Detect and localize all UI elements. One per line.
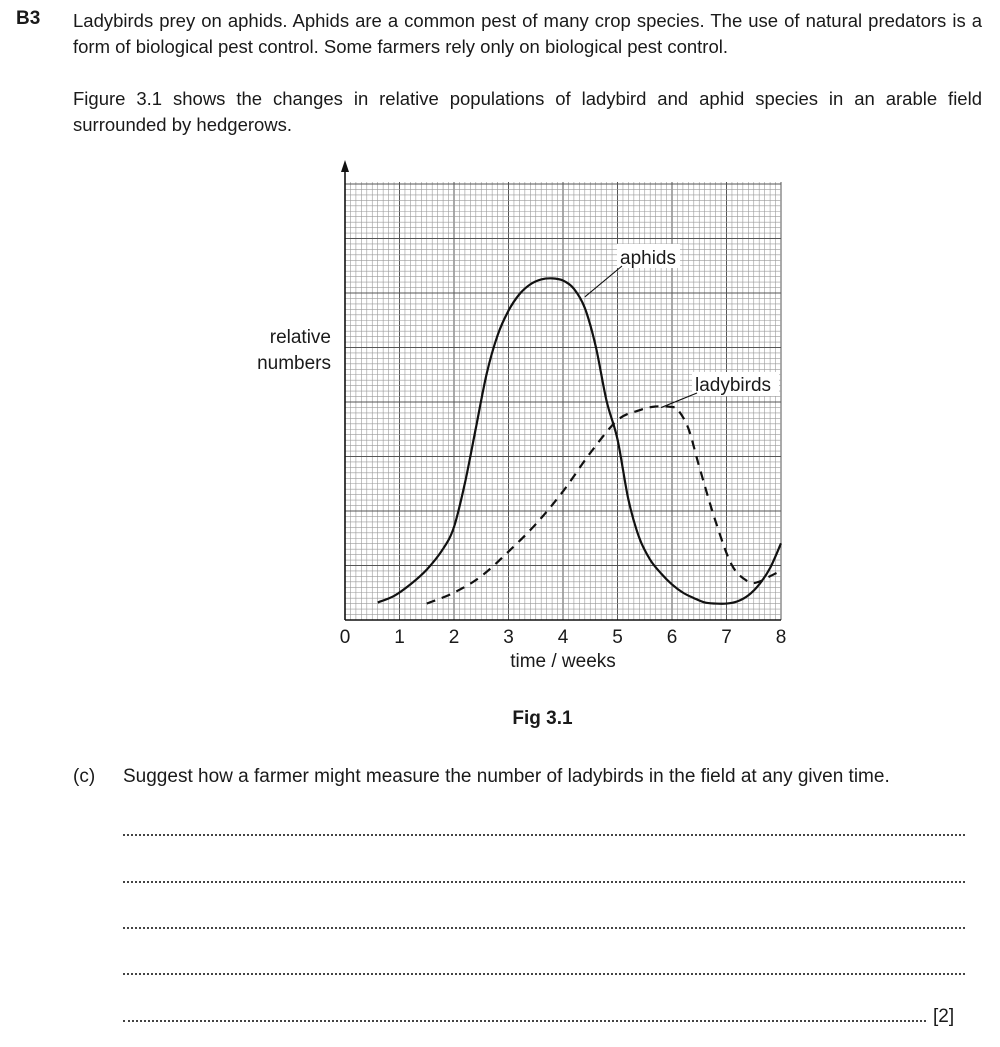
- figure-3-1: [240, 150, 800, 680]
- annotation-label-ladybirds: ladybirds: [695, 375, 772, 396]
- part-c-question: Suggest how a farmer might measure the number of ladybirds in the field at any given time.: [123, 766, 890, 787]
- figure-caption: Fig 3.1: [512, 708, 573, 729]
- answer-line[interactable]: [123, 1014, 926, 1022]
- answer-line[interactable]: [123, 875, 965, 883]
- marks-label: [2]: [933, 1006, 955, 1027]
- annotation-label-aphids: aphids: [620, 248, 676, 269]
- answer-line[interactable]: [123, 967, 965, 975]
- x-tick-label: 0: [339, 627, 351, 648]
- answer-line[interactable]: [123, 921, 965, 929]
- x-axis-label: time / weeks: [510, 651, 616, 672]
- answer-line[interactable]: [123, 828, 965, 836]
- question-number: B3: [16, 8, 41, 29]
- population-chart: [240, 150, 800, 680]
- x-tick-label: 5: [612, 627, 623, 648]
- y-axis-label: relative: [269, 327, 331, 348]
- y-axis-label: numbers: [257, 353, 331, 374]
- x-tick-label: 1: [394, 627, 405, 648]
- x-tick-label: 6: [666, 627, 678, 648]
- x-tick-label: 7: [721, 627, 732, 648]
- ladybirds-series-line: [427, 406, 781, 603]
- y-axis-arrow-icon: [341, 160, 349, 172]
- x-tick-label: 4: [557, 627, 569, 648]
- figure-intro: Figure 3.1 shows the changes in relative populations of ladybird and aphid species in an arable field surrounded by hedgerows.: [73, 88, 982, 135]
- part-c-label: (c): [73, 766, 96, 787]
- x-tick-label: 3: [503, 627, 514, 648]
- x-tick-label: 8: [775, 627, 787, 648]
- x-tick-label: 2: [448, 627, 460, 648]
- question-intro: Ladybirds prey on aphids. Aphids are a common pest of many crop species. The use of natural predators is a form of biological pest control. Some farmers rely only on biological pest control.: [73, 10, 982, 57]
